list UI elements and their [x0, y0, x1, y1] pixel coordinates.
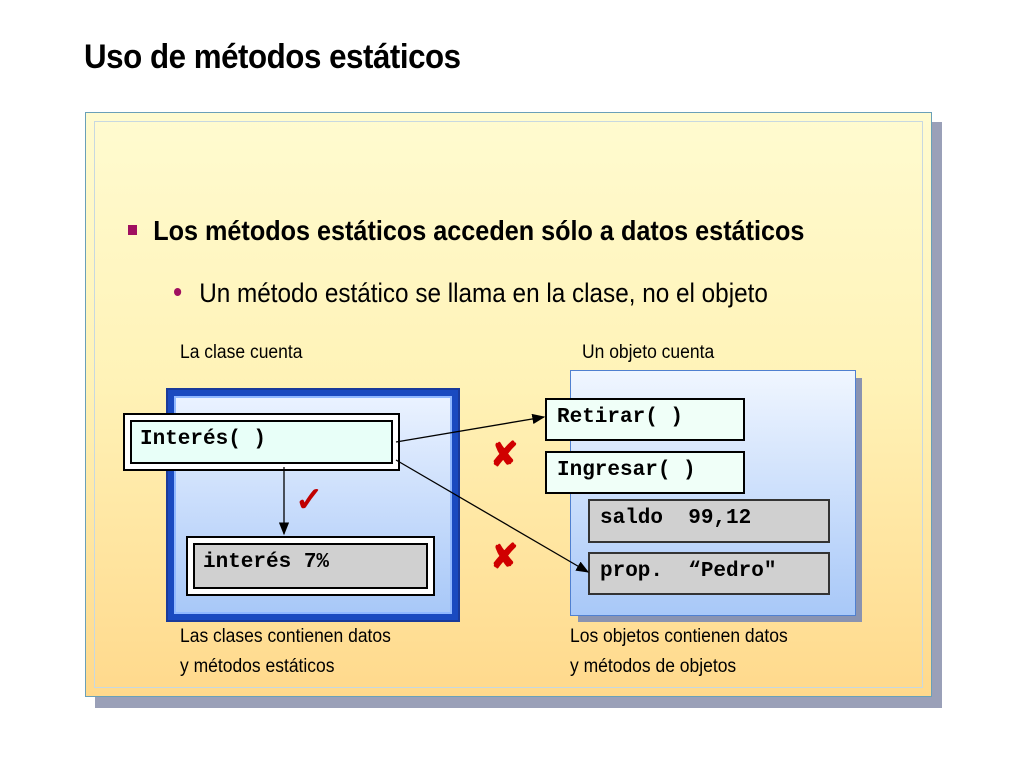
method-ingresar-text: Ingresar( )	[557, 459, 696, 482]
bullet-sub-text: Un método estático se llama en la clase, no el objeto	[199, 278, 768, 308]
check-mark-icon: ✓	[295, 481, 324, 519]
static-field-text: interés 7%	[203, 551, 330, 574]
cross-mark-icon-1: ✘	[490, 436, 519, 474]
slide-title: Uso de métodos estáticos	[84, 38, 461, 76]
object-caption-line2: y métodos de objetos	[570, 656, 737, 677]
class-caption-line2: y métodos estáticos	[180, 656, 335, 677]
class-label: La clase cuenta	[180, 342, 303, 363]
object-label: Un objeto cuenta	[582, 342, 715, 363]
cross-mark-icon-2: ✘	[490, 538, 519, 576]
field-saldo-text: saldo 99,12	[600, 507, 752, 530]
static-method-text: Interés( )	[140, 428, 267, 451]
class-caption-line1: Las clases contienen datos	[180, 626, 391, 647]
method-retirar-text: Retirar( )	[557, 406, 684, 429]
field-prop-text: prop. “Pedro"	[600, 560, 777, 583]
arrow-to-retirar	[396, 417, 544, 442]
bullet-main-text: Los métodos estáticos acceden sólo a datos estáticos	[153, 215, 805, 246]
object-caption-line1: Los objetos contienen datos	[570, 626, 788, 647]
